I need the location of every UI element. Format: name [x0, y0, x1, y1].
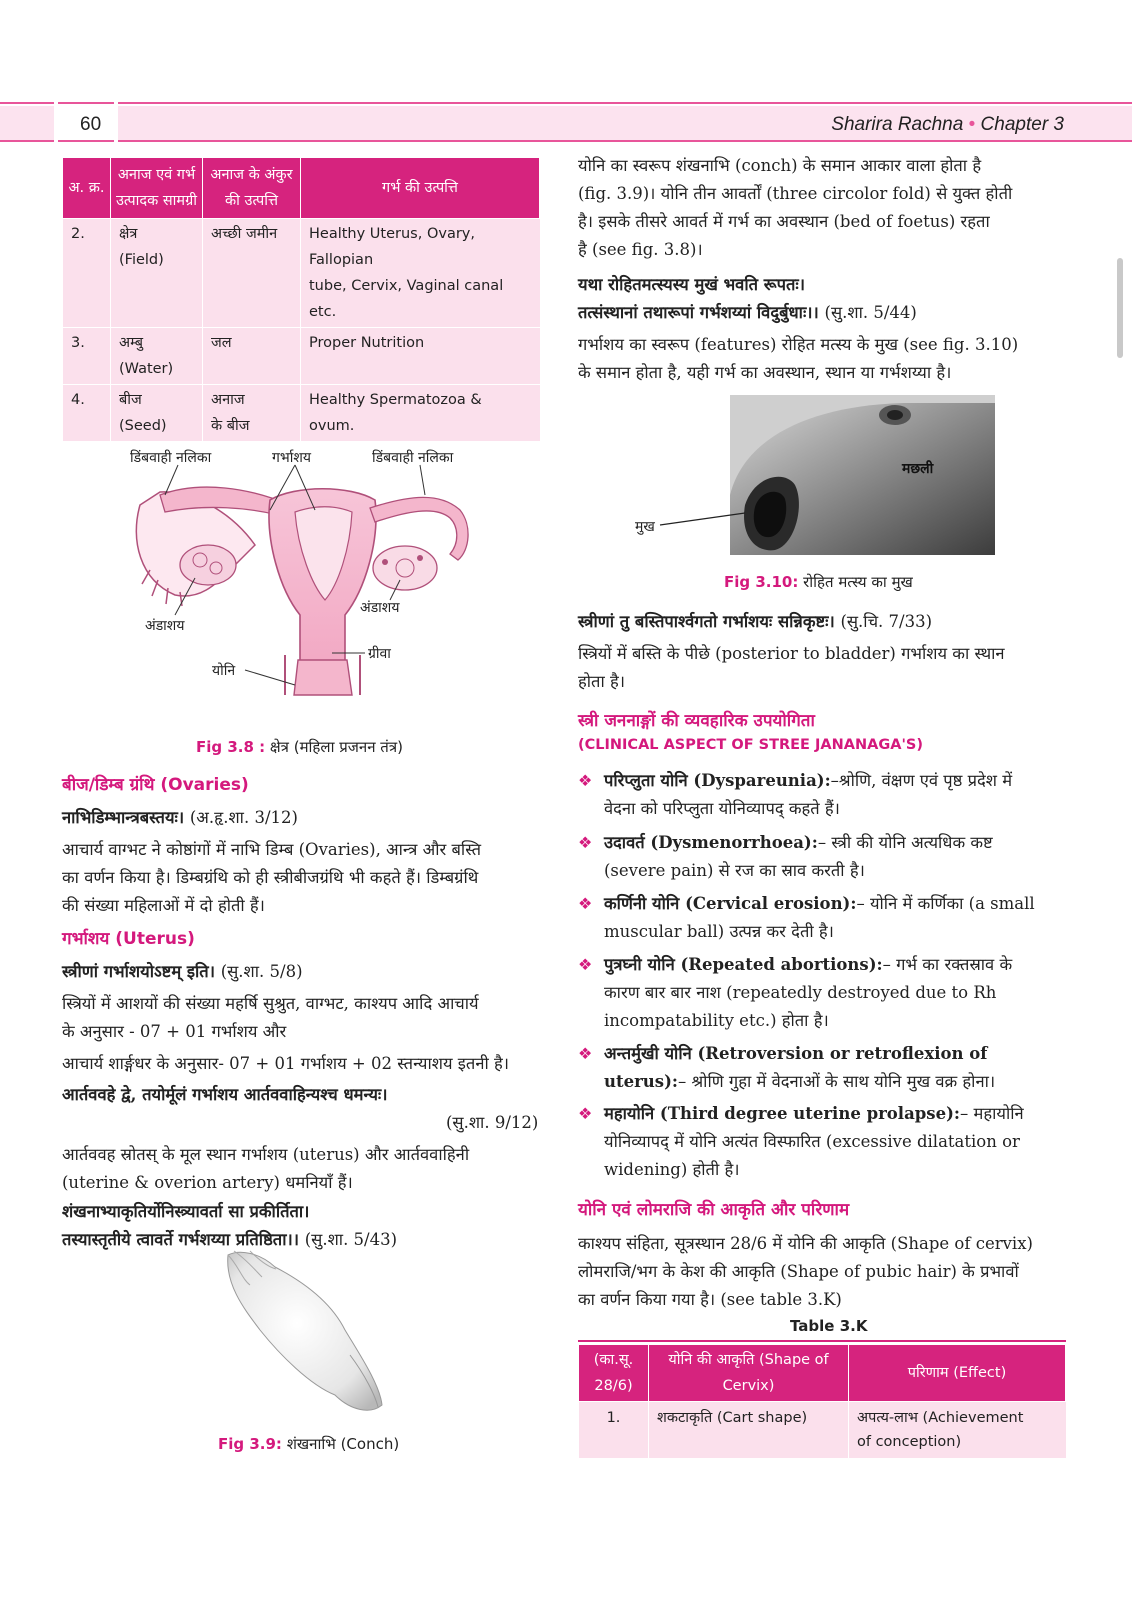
cell-material — [111, 385, 203, 442]
sloka-text: स्त्रीणां गर्भाशयोऽष्टम् इति। — [62, 962, 215, 981]
sloka-ref: (सु.शा. 5/43) — [304, 1230, 398, 1249]
col-header-effect: परिणाम (Effect) — [849, 1345, 1066, 1402]
bullet-text: योनिव्यापद् में योनि अत्यंत विस्फारित (excessive dilatation or — [604, 1132, 1020, 1151]
col-header-shape: योनि की आकृति (Shape of Cervix) — [649, 1345, 849, 1402]
bullet-text: muscular ball) उत्पन्न कर देती है। — [604, 922, 834, 941]
material-hi: क्षेत्र — [119, 226, 138, 242]
text-line: आचार्य शार्ङ्गधर के अनुसार- 07 + 01 गर्भाशय + 02 स्तन्याशय इतनी है। — [62, 1054, 510, 1073]
text-line: की संख्या महिलाओं में दो होती हैं। — [62, 896, 265, 915]
artavavaha-paragraph — [62, 1141, 548, 1197]
header-rule-top — [0, 102, 1132, 104]
garbhashaya-paragraph — [578, 331, 1068, 387]
text-line: काश्यप संहिता, सूत्रस्थान 28/6 में योनि की आकृति (Shape of cervix) — [578, 1234, 1033, 1253]
cell-origin — [301, 219, 540, 328]
page-number: 60 — [80, 114, 102, 135]
bullet-term: परिप्लुता योनि (Dyspareunia): — [604, 771, 831, 790]
caption-text: क्षेत्र (महिला प्रजनन तंत्र) — [269, 738, 403, 756]
sloka-ref: (अ.हृ.शा. 3/12) — [189, 808, 298, 827]
cell-no: 2. — [63, 219, 111, 328]
grain-line2: के बीज — [211, 418, 250, 434]
bullet-icon: ❖ — [578, 894, 593, 913]
label-mouth: मुख — [635, 519, 655, 535]
material-hi: अम्बु — [119, 335, 144, 351]
bullet-text: –श्रोणि, वंक्षण एवं पृष्ठ प्रदेश में — [830, 771, 1013, 790]
sloka-line: यथा रोहितमत्स्यस्य मुखं भवति रूपतः। — [578, 275, 805, 294]
material-hi: बीज — [119, 392, 142, 408]
cell-origin: Healthy Spermatozoa & ovum. — [301, 385, 540, 442]
conch-image — [220, 1245, 390, 1425]
bullet-text: – श्रोणि गुहा में वेदनाओं के साथ योनि मुख वक्र होना। — [678, 1072, 996, 1091]
sloka-ovaries — [62, 804, 298, 832]
bullet-text: incompatability etc.) होता है। — [604, 1011, 829, 1030]
table-header-row — [63, 158, 540, 219]
text-line: गर्भाशय का स्वरूप (features) रोहित मत्स्य के मुख (see fig. 3.10) — [578, 335, 1019, 354]
clinical-heading-hindi: स्त्री जननाङ्गों की व्यवहारिक उपयोगिता — [578, 711, 815, 731]
sloka-text: स्त्रीणां तु बस्तिपार्श्वगतो गर्भाशयः सन्निकृष्टः। — [578, 612, 835, 631]
book-title: Sharira Rachna — [831, 114, 964, 135]
list-item — [578, 951, 1068, 1035]
origin-line1: Healthy Uterus, Ovary, Fallopian — [309, 226, 475, 268]
bullet-text: – योनि में कर्णिका (a small — [856, 894, 1035, 913]
uterus-paragraph — [62, 990, 548, 1078]
text-line: है (see fig. 3.8)। — [578, 240, 703, 259]
material-en: (Field) — [119, 252, 164, 268]
list-item — [578, 1100, 1068, 1184]
caption-label: Fig 3.10: — [724, 573, 799, 591]
sloka-artavavaha-ref: (सु.शा. 9/12) — [446, 1113, 539, 1132]
caption-label: Fig 3.9: — [218, 1435, 282, 1453]
bullet-text: वेदना को परिप्लुता योनिव्यापद् कहते हैं। — [604, 799, 840, 818]
sloka-ref: (सु.चि. 7/33) — [840, 612, 933, 631]
bullet-text: (severe pain) से रज का स्राव करती है। — [604, 861, 865, 880]
text-line: लोमराजि/भग के केश की आकृति (Shape of pubic hair) के प्रभावों — [578, 1262, 1019, 1281]
fig310-caption — [724, 572, 913, 592]
text-line: (fig. 3.9)। योनि तीन आवर्तों (three circolor fold) से युक्त होती — [578, 184, 1013, 203]
label-ovary-right: अंडाशय — [360, 600, 400, 616]
caption-text: रोहित मत्स्य का मुख — [803, 573, 913, 591]
bullet-term: अन्तर्मुखी योनि (Retroversion or retroflexion of — [604, 1044, 988, 1063]
material-en: (Water) — [119, 361, 174, 377]
list-item — [578, 829, 1068, 885]
material-en: (Seed) — [119, 418, 167, 434]
cell-shape: शकटाकृति (Cart shape) — [649, 1402, 849, 1459]
fig38-caption — [196, 737, 403, 757]
label-uterus: गर्भाशय — [272, 450, 311, 466]
sloka-rohita — [578, 271, 917, 327]
bullet-icon: ❖ — [578, 1104, 593, 1123]
bullet-text: widening) होती है। — [604, 1160, 740, 1179]
col-header-no: अ. क्र. — [63, 158, 111, 219]
header-rule-bottom — [0, 140, 1132, 142]
sloka-uterus — [62, 958, 303, 986]
label-vagina: योनि — [212, 663, 236, 679]
ovaries-heading: बीज/डिम्ब ग्रंथि (Ovaries) — [62, 775, 249, 795]
chapter-title: Chapter 3 — [980, 114, 1064, 135]
bullet-icon: ❖ — [578, 1044, 593, 1063]
origin-line2: tube, Cervix, Vaginal canal etc. — [309, 278, 504, 320]
label-fish: मछली — [902, 461, 934, 477]
bullet-text: कारण बार बार नाश (repeatedly destroyed due to Rh — [604, 983, 997, 1002]
table-row — [63, 219, 540, 328]
col-header-grain: अनाज के अंकुर की उत्पत्ति — [203, 158, 301, 219]
text-line: स्त्रियों में आशयों की संख्या महर्षि सुश्रुत, वाग्भट, काश्यप आदि आचार्य — [62, 994, 479, 1013]
cell-grain — [203, 385, 301, 442]
caption-text: शंखनाभि (Conch) — [286, 1435, 400, 1453]
table-row — [63, 328, 540, 385]
effect-line1: अपत्य-लाभ (Achievement — [857, 1410, 1024, 1426]
sloka-artavavaha: आर्तववहे द्वे, तयोर्मूलं गर्भाशय आर्तववाहिन्यश्च धमन्यः। — [62, 1085, 388, 1104]
scrollbar-thumb[interactable] — [1117, 258, 1123, 358]
sloka-ref: (सु.शा. 5/8) — [220, 962, 303, 981]
list-item — [578, 890, 1068, 946]
label-tube-right: डिंबवाही नलिका — [372, 450, 454, 466]
table-row — [579, 1402, 1066, 1459]
table-row — [63, 385, 540, 442]
label-ovary-left: अंडाशय — [145, 618, 185, 634]
sloka-line: शंखनाभ्याकृतिर्योनिस्त्र्यावर्ता सा प्रकीर्तिता। — [62, 1202, 310, 1221]
ovaries-paragraph — [62, 836, 548, 920]
text-line: का वर्णन किया है। डिम्बग्रंथि को ही स्त्रीबीजग्रंथि भी कहते हैं। डिम्बग्रंथि — [62, 868, 479, 887]
bullet-text: – स्त्री की योनि अत्यधिक कष्ट — [817, 833, 993, 852]
separator-dot: • — [968, 114, 976, 135]
text-line: स्त्रियों में बस्ति के पीछे (posterior to bladder) गर्भाशय का स्थान — [578, 644, 1005, 663]
cell-grain: अच्छी जमीन — [203, 219, 301, 328]
text-line: के अनुसार - 07 + 01 गर्भाशय और — [62, 1022, 287, 1041]
cell-material — [111, 328, 203, 385]
fish-mouth-image — [635, 395, 995, 555]
cell-grain: जल — [203, 328, 301, 385]
table-header-row — [579, 1345, 1066, 1402]
text-line: (uterine & overion artery) धमनियाँ हैं। — [62, 1173, 353, 1192]
header-gap-right — [114, 102, 118, 144]
col-header-material: अनाज एवं गर्भ उत्पादक सामग्री — [111, 158, 203, 219]
cell-origin: Proper Nutrition — [301, 328, 540, 385]
text-line: आचार्य वाग्भट ने कोष्ठांगों में नाभि डिम्ब (Ovaries), आन्त्र और बस्ति — [62, 840, 482, 859]
effect-line2: of conception) — [857, 1434, 962, 1450]
list-item — [578, 1040, 1068, 1096]
bullet-term: उदावर्त (Dysmenorrhoea): — [604, 833, 818, 852]
kashyapa-paragraph — [578, 1230, 1068, 1314]
col-header-ref: (का.सू. 28/6) — [579, 1345, 649, 1402]
table-k-rule — [578, 1340, 1066, 1342]
bullet-icon: ❖ — [578, 771, 593, 790]
caption-label: Fig 3.8 : — [196, 738, 266, 756]
bullet-term: पुत्रघ्नी योनि (Repeated abortions): — [604, 955, 883, 974]
col-header-origin: गर्भ की उत्पत्ति — [301, 158, 540, 219]
clinical-heading-english: (CLINICAL ASPECT OF STREE JANANAGA'S) — [578, 737, 923, 753]
label-tube-left: डिंबवाही नलिका — [130, 450, 212, 466]
bullet-term: uterus): — [604, 1072, 678, 1091]
uterus-heading: गर्भाशय (Uterus) — [62, 929, 195, 949]
sloka-text: नाभिडिम्भान्त्रबस्तयः। — [62, 808, 185, 827]
sloka-ref: (सु.शा. 5/44) — [824, 303, 917, 322]
bullet-icon: ❖ — [578, 955, 593, 974]
bullet-icon: ❖ — [578, 833, 593, 852]
text-line: आर्तववह स्रोतस् के मूल स्थान गर्भाशय (uterus) और आर्तववाहिनी — [62, 1145, 470, 1164]
sloka-line: तत्संस्थानां तथारूपां गर्भशय्यां विदुर्बुधाः।। — [578, 303, 819, 322]
list-item — [578, 767, 1068, 823]
running-head — [831, 114, 1064, 136]
sloka-basti — [578, 608, 932, 636]
bullet-term: कर्णिनी योनि (Cervical erosion): — [604, 894, 857, 913]
basti-paragraph — [578, 640, 1068, 696]
cell-no: 3. — [63, 328, 111, 385]
bullet-text: – गर्भ का रक्तस्राव के — [882, 955, 1013, 974]
shape-heading: योनि एवं लोमराजि की आकृति और परिणाम — [578, 1200, 850, 1220]
text-line: के समान होता है, यही गर्भ का अवस्थान, स्थान या गर्भशय्या है। — [578, 363, 952, 382]
text-line: होता है। — [578, 672, 625, 691]
label-cervix: ग्रीवा — [368, 646, 391, 662]
cell-material — [111, 219, 203, 328]
cell-no: 1. — [579, 1402, 649, 1459]
grain-comparison-table — [62, 157, 540, 441]
text-line: है। इसके तीसरे आवर्त में गर्भ का अवस्थान (bed of foetus) रहता — [578, 212, 990, 231]
cervix-shape-table — [578, 1344, 1066, 1458]
grain-line1: अनाज — [211, 392, 245, 408]
yoni-shape-paragraph — [578, 152, 1068, 264]
bullet-text: – महायोनि — [959, 1104, 1024, 1123]
female-reproductive-diagram — [120, 450, 490, 720]
fig39-caption — [218, 1434, 399, 1454]
sloka-line: तस्यास्तृतीये त्वावर्ते गर्भशय्या प्रतिष्ठिता।। — [62, 1230, 299, 1249]
bullet-term: महायोनि (Third degree uterine prolapse): — [604, 1104, 960, 1123]
text-line: योनि का स्वरूप शंखनाभि (conch) के समान आकार वाला होता है — [578, 156, 982, 175]
cell-effect — [849, 1402, 1066, 1459]
cell-no: 4. — [63, 385, 111, 442]
text-line: का वर्णन किया गया है। (see table 3.K) — [578, 1290, 842, 1309]
table-k-title: Table 3.K — [790, 1317, 868, 1335]
